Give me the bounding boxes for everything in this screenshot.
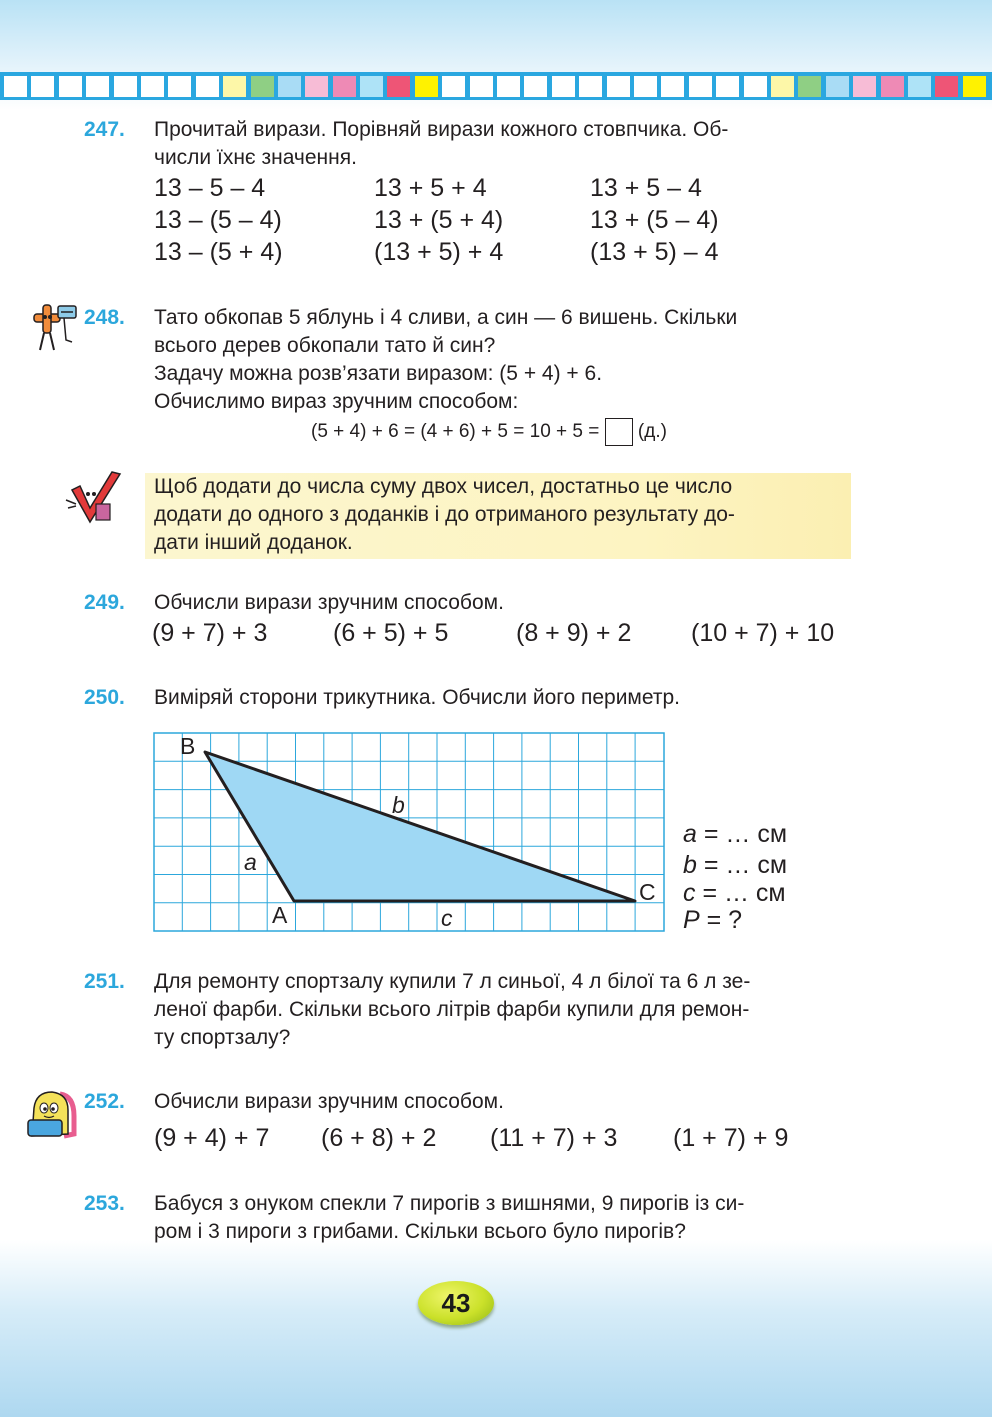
legend-c (683, 879, 786, 907)
expression: (6 + 5) + 5 (333, 619, 449, 647)
task-250 (84, 684, 864, 714)
band-square (853, 76, 876, 97)
band-square (689, 76, 712, 97)
task-text-line: Для ремонту спортзалу купили 7 л синьої, 4 л білої та 6 л зе- (154, 970, 751, 993)
task-text-line: Бабуся з онуком спекли 7 пирогів з вишнями, 9 пирогів із си- (154, 1192, 745, 1215)
task-253 (84, 1190, 864, 1250)
band-square (141, 76, 164, 97)
vertex-label-c: C (639, 879, 656, 905)
expression: (6 + 8) + 2 (321, 1124, 437, 1152)
expression: 13 – (5 – 4) (154, 206, 282, 234)
footer-background (0, 1240, 992, 1417)
expression: 13 + 5 + 4 (374, 174, 487, 202)
band-square (59, 76, 82, 97)
expression: (9 + 7) + 3 (152, 619, 268, 647)
band-square (634, 76, 657, 97)
vertex-label-b: B (180, 733, 196, 759)
band-square (333, 76, 356, 97)
band-square (387, 76, 410, 97)
band-square (881, 76, 904, 97)
equation-row (311, 418, 667, 446)
task-247 (84, 116, 864, 276)
expression: (13 + 5) – 4 (590, 238, 719, 266)
expression: 13 + (5 – 4) (590, 206, 719, 234)
band-square (935, 76, 958, 97)
band-square (4, 76, 27, 97)
task-text-line: числи їхнє значення. (154, 146, 357, 169)
math-character-icon (24, 300, 82, 356)
band-square (826, 76, 849, 97)
checkmark-character-icon (62, 470, 128, 528)
band-square (196, 76, 219, 97)
band-square (798, 76, 821, 97)
band-square (661, 76, 684, 97)
task-number: 249. (84, 591, 125, 614)
side-label-b: b (392, 792, 405, 818)
task-248 (84, 304, 864, 454)
expression: 13 + (5 + 4) (374, 206, 504, 234)
legend-value: = … см (695, 879, 786, 907)
decorative-squares-band (0, 72, 992, 100)
equation: (5 + 4) + 6 = (4 + 6) + 5 = 10 + 5 = (311, 421, 600, 443)
expression: (11 + 7) + 3 (490, 1124, 618, 1152)
expression: (10 + 7) + 10 (691, 619, 835, 647)
task-text-line: ту спортзалу? (154, 1026, 291, 1049)
task-number: 252. (84, 1090, 125, 1113)
legend-value: = ? (699, 906, 743, 934)
task-number: 247. (84, 118, 125, 141)
vertex-label-a: A (272, 902, 288, 928)
band-square (524, 76, 547, 97)
legend-value: = … см (696, 820, 788, 848)
task-251 (84, 968, 864, 1054)
task-text-line: леної фарби. Скільки всього літрів фарби купили для ремон- (154, 998, 750, 1021)
answer-box[interactable] (605, 418, 633, 446)
triangle-grid-figure (152, 731, 666, 934)
band-square (908, 76, 931, 97)
band-square (223, 76, 246, 97)
band-square (415, 76, 438, 97)
task-text-line: Виміряй сторони трикутника. Обчисли його периметр. (154, 686, 680, 709)
band-square (716, 76, 739, 97)
band-square (607, 76, 630, 97)
expression: (8 + 9) + 2 (516, 619, 632, 647)
expression: (1 + 7) + 9 (673, 1124, 789, 1152)
band-square (744, 76, 767, 97)
band-square (579, 76, 602, 97)
backpack-character-icon (24, 1086, 82, 1144)
expression: (9 + 4) + 7 (154, 1124, 270, 1152)
rule-text (154, 473, 854, 557)
band-square (771, 76, 794, 97)
band-square (497, 76, 520, 97)
rule-line: додати до одного з доданків і до отриманого результату до- (154, 503, 735, 526)
task-number: 248. (84, 306, 125, 329)
task-number: 253. (84, 1192, 125, 1215)
rule-line: дати інший доданок. (154, 531, 353, 554)
side-label-a: a (244, 849, 257, 875)
band-square (86, 76, 109, 97)
expression: 13 – 5 – 4 (154, 174, 266, 202)
task-252 (84, 1088, 864, 1158)
expression: (13 + 5) + 4 (374, 238, 504, 266)
task-text-line: Обчисли вирази зручним способом. (154, 1090, 504, 1113)
legend-a (683, 820, 787, 848)
band-square (360, 76, 383, 97)
task-text-line: Прочитай вирази. Порівняй вирази кожного стовпчика. Об- (154, 118, 729, 141)
task-text-line: Обчислимо вираз зручним способом: (154, 390, 519, 413)
band-square (31, 76, 54, 97)
legend-var: c (683, 879, 696, 907)
legend-var: a (683, 820, 697, 848)
band-square (251, 76, 274, 97)
legend-var: P (683, 906, 700, 934)
legend-var: b (683, 851, 697, 879)
rule-line: Щоб додати до числа суму двох чисел, достатньо це число (154, 475, 733, 498)
band-square (305, 76, 328, 97)
page-number: 43 (418, 1281, 494, 1325)
band-square (278, 76, 301, 97)
band-square (963, 76, 986, 97)
legend-value: = … см (696, 851, 788, 879)
task-249 (84, 589, 864, 659)
task-text-line: всього дерев обкопали тато й син? (154, 334, 496, 357)
task-text-line: Тато обкопав 5 яблунь і 4 сливи, а син — 6 вишень. Скільки (154, 306, 738, 329)
band-square (552, 76, 575, 97)
side-label-c: c (441, 905, 453, 931)
task-text-line: ром і 3 пироги з грибами. Скільки всього було пирогів? (154, 1220, 686, 1243)
unit-label: (д.) (637, 421, 667, 443)
band-square (442, 76, 465, 97)
band-square (168, 76, 191, 97)
task-text-line: Задачу можна розв’язати виразом: (5 + 4) + 6. (154, 362, 603, 385)
expression: 13 – (5 + 4) (154, 238, 283, 266)
task-text-line: Обчисли вирази зручним способом. (154, 591, 504, 614)
legend-b (683, 851, 787, 879)
task-number: 251. (84, 970, 125, 993)
legend-p (683, 906, 742, 934)
task-number: 250. (84, 686, 125, 709)
band-square (114, 76, 137, 97)
expression: 13 + 5 – 4 (590, 174, 702, 202)
band-square (470, 76, 493, 97)
